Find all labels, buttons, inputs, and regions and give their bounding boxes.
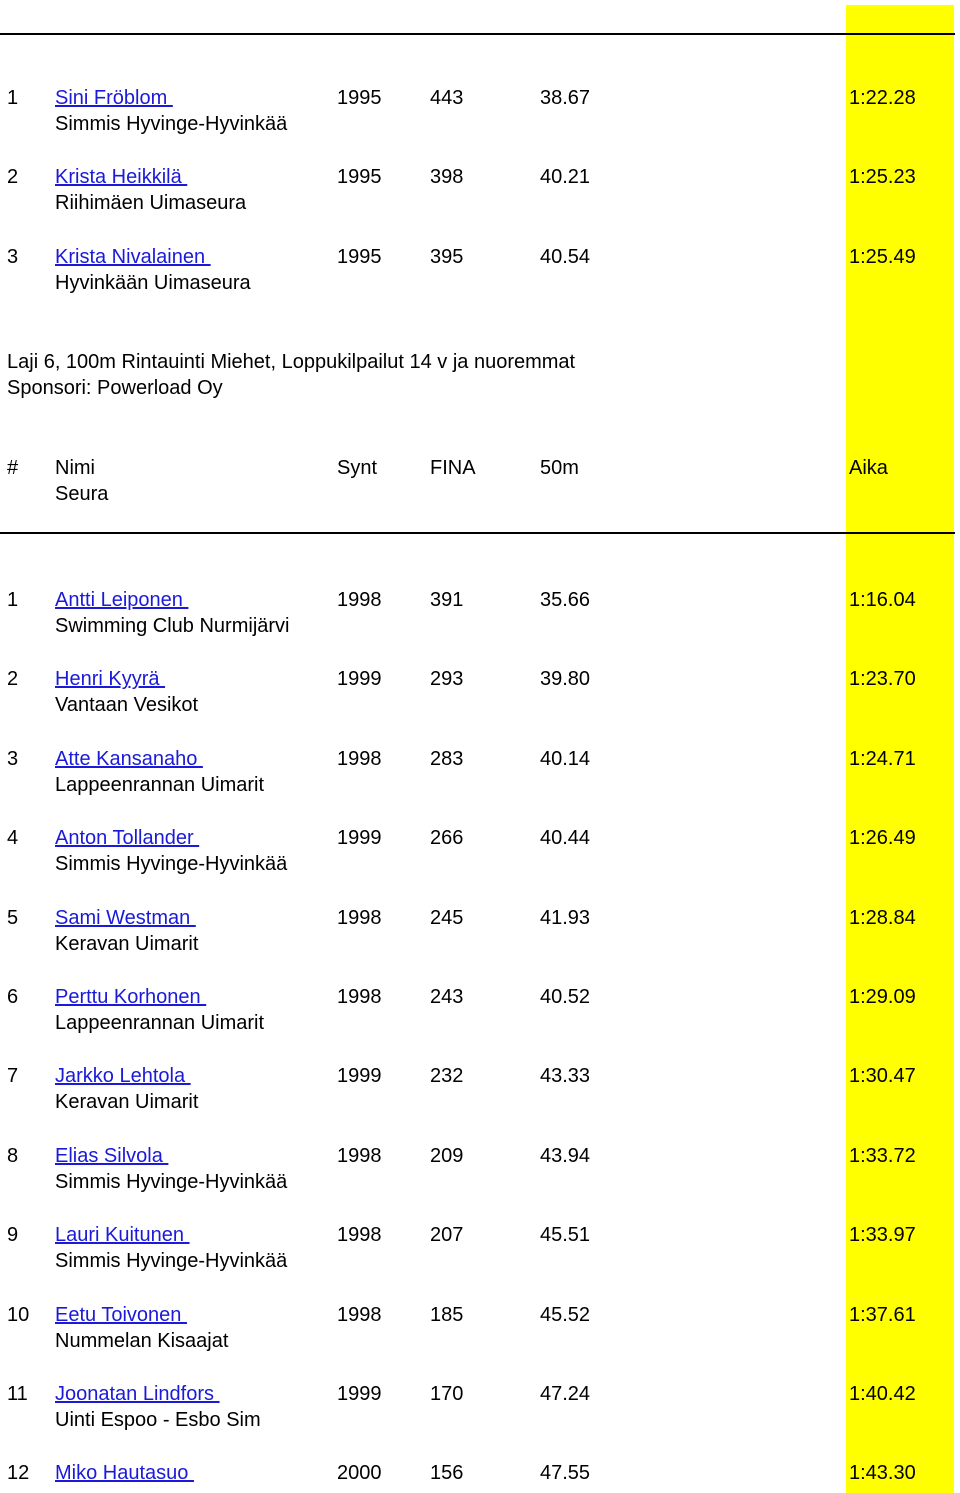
- header-synt: Synt: [337, 457, 378, 479]
- swimmer-club: Riihimäen Uimaseura: [55, 192, 247, 215]
- birth-year: 1999: [337, 1383, 382, 1405]
- split-50m: 35.66: [540, 589, 591, 611]
- result-rank: 5: [7, 906, 19, 929]
- split-50m: 45.52: [540, 1303, 591, 1326]
- split-50m: 43.33: [540, 1065, 591, 1088]
- final-time: 1:33.97: [849, 1224, 916, 1247]
- swimmer-name-link[interactable]: Sami Westman: [55, 906, 196, 929]
- final-time: 1:22.28: [849, 87, 916, 109]
- swimmer-name-link[interactable]: Miko Hautasuo: [55, 1462, 194, 1485]
- header-name: Nimi: [55, 457, 95, 479]
- split-50m: 41.93: [540, 906, 591, 929]
- swimmer-name-link[interactable]: Anton Tollander: [55, 827, 200, 850]
- final-time: 1:43.30: [849, 1462, 916, 1485]
- split-50m: 40.52: [540, 986, 591, 1008]
- event-sponsor: Sponsori: Powerload Oy: [7, 377, 223, 399]
- swimmer-club: Lappeenrannan Uimarit: [55, 773, 265, 796]
- result-rank: 1: [7, 87, 19, 109]
- birth-year: 1999: [337, 668, 382, 691]
- result-rank: 1: [7, 589, 19, 611]
- swimmer-club: Simmis Hyvinge-Hyvinkää: [55, 113, 288, 135]
- fina-points: 245: [430, 906, 464, 929]
- birth-year: 1998: [337, 1303, 382, 1326]
- result-rank: 6: [7, 986, 19, 1008]
- fina-points: 243: [430, 986, 464, 1008]
- result-rank: 10: [7, 1303, 30, 1326]
- fina-points: 207: [430, 1224, 464, 1247]
- fina-points: 398: [430, 166, 464, 189]
- birth-year: 1998: [337, 906, 382, 929]
- swimmer-name-link[interactable]: Jarkko Lehtola: [55, 1065, 191, 1088]
- final-time: 1:28.84: [849, 906, 916, 929]
- header-time: Aika: [849, 457, 888, 479]
- final-time: 1:30.47: [849, 1065, 916, 1088]
- final-time: 1:25.23: [849, 166, 916, 189]
- swimmer-name-link[interactable]: Eetu Toivonen: [55, 1303, 187, 1326]
- fina-points: 395: [430, 245, 464, 268]
- fina-points: 156: [430, 1462, 464, 1485]
- fina-points: 232: [430, 1065, 464, 1088]
- birth-year: 1998: [337, 747, 382, 770]
- final-time: 1:16.04: [849, 589, 916, 611]
- final-time: 1:23.70: [849, 668, 916, 691]
- swimmer-club: Vantaan Vesikot: [55, 694, 199, 717]
- fina-points: 391: [430, 589, 464, 611]
- split-50m: 38.67: [540, 87, 591, 109]
- swimmer-name-link[interactable]: Sini Fröblom: [55, 87, 173, 109]
- final-time: 1:40.42: [849, 1383, 916, 1405]
- birth-year: 1998: [337, 1224, 382, 1247]
- fina-points: 443: [430, 87, 464, 109]
- fina-points: 266: [430, 827, 464, 850]
- result-rank: 2: [7, 668, 19, 691]
- swimmer-name-link[interactable]: Atte Kansanaho: [55, 747, 203, 770]
- result-rank: 8: [7, 1144, 19, 1167]
- swimmer-club: Simmis Hyvinge-Hyvinkää: [55, 1250, 288, 1273]
- birth-year: 1995: [337, 166, 382, 189]
- event-title: Laji 6, 100m Rintauinti Miehet, Loppukilpailut 14 v ja nuoremmat: [7, 351, 576, 373]
- swimmer-name-link[interactable]: Henri Kyyrä: [55, 668, 166, 691]
- result-rank: 4: [7, 827, 19, 850]
- birth-year: 2000: [337, 1462, 382, 1485]
- swimmer-club: Swimming Club Nurmijärvi: [55, 615, 290, 637]
- swimmer-club: Hyvinkään Uimaseura: [55, 271, 251, 294]
- top-divider: [0, 33, 955, 35]
- swimmer-name-link[interactable]: Perttu Korhonen: [55, 986, 207, 1008]
- fina-points: 185: [430, 1303, 464, 1326]
- result-rank: 12: [7, 1462, 30, 1485]
- header-club: Seura: [55, 483, 109, 505]
- final-time: 1:37.61: [849, 1303, 916, 1326]
- swimmer-name-link[interactable]: Lauri Kuitunen: [55, 1224, 190, 1247]
- split-50m: 45.51: [540, 1224, 591, 1247]
- swimmer-club: Uinti Espoo - Esbo Sim: [55, 1409, 261, 1431]
- swimmer-name-link[interactable]: Krista Heikkilä: [55, 166, 188, 189]
- final-time: 1:33.72: [849, 1144, 916, 1167]
- swimmer-name-link[interactable]: Joonatan Lindfors: [55, 1383, 220, 1405]
- birth-year: 1998: [337, 1144, 382, 1167]
- fina-points: 170: [430, 1383, 464, 1405]
- final-time: 1:26.49: [849, 827, 916, 850]
- split-50m: 47.24: [540, 1383, 591, 1405]
- swimmer-club: Simmis Hyvinge-Hyvinkää: [55, 853, 288, 876]
- split-50m: 40.54: [540, 245, 591, 268]
- split-50m: 40.21: [540, 166, 591, 189]
- split-50m: 47.55: [540, 1462, 591, 1485]
- birth-year: 1999: [337, 827, 382, 850]
- swimmer-name-link[interactable]: Elias Silvola: [55, 1144, 169, 1167]
- header-divider: [0, 532, 955, 534]
- result-rank: 3: [7, 245, 19, 268]
- split-50m: 40.44: [540, 827, 591, 850]
- birth-year: 1998: [337, 986, 382, 1008]
- fina-points: 283: [430, 747, 464, 770]
- split-50m: 43.94: [540, 1144, 591, 1167]
- swimmer-club: Simmis Hyvinge-Hyvinkää: [55, 1170, 288, 1193]
- birth-year: 1995: [337, 87, 382, 109]
- final-time: 1:29.09: [849, 986, 916, 1008]
- header-split: 50m: [540, 457, 579, 479]
- result-rank: 9: [7, 1224, 19, 1247]
- result-rank: 7: [7, 1065, 19, 1088]
- birth-year: 1995: [337, 245, 382, 268]
- swimmer-name-link[interactable]: Krista Nivalainen: [55, 245, 211, 268]
- fina-points: 209: [430, 1144, 464, 1167]
- swimmer-club: Lappeenrannan Uimarit: [55, 1012, 265, 1034]
- result-rank: 11: [7, 1383, 28, 1405]
- result-rank: 2: [7, 166, 19, 189]
- swimmer-name-link[interactable]: Antti Leiponen: [55, 589, 189, 611]
- split-50m: 39.80: [540, 668, 591, 691]
- header-fina: FINA: [430, 457, 476, 479]
- split-50m: 40.14: [540, 747, 591, 770]
- swimmer-club: Keravan Uimarit: [55, 1091, 199, 1114]
- result-rank: 3: [7, 747, 19, 770]
- final-time: 1:25.49: [849, 245, 916, 268]
- swimmer-club: Nummelan Kisaajat: [55, 1329, 229, 1352]
- birth-year: 1998: [337, 589, 382, 611]
- swimmer-club: Keravan Uimarit: [55, 932, 199, 955]
- final-time: 1:24.71: [849, 747, 916, 770]
- header-rank: #: [7, 457, 19, 479]
- fina-points: 293: [430, 668, 464, 691]
- birth-year: 1999: [337, 1065, 382, 1088]
